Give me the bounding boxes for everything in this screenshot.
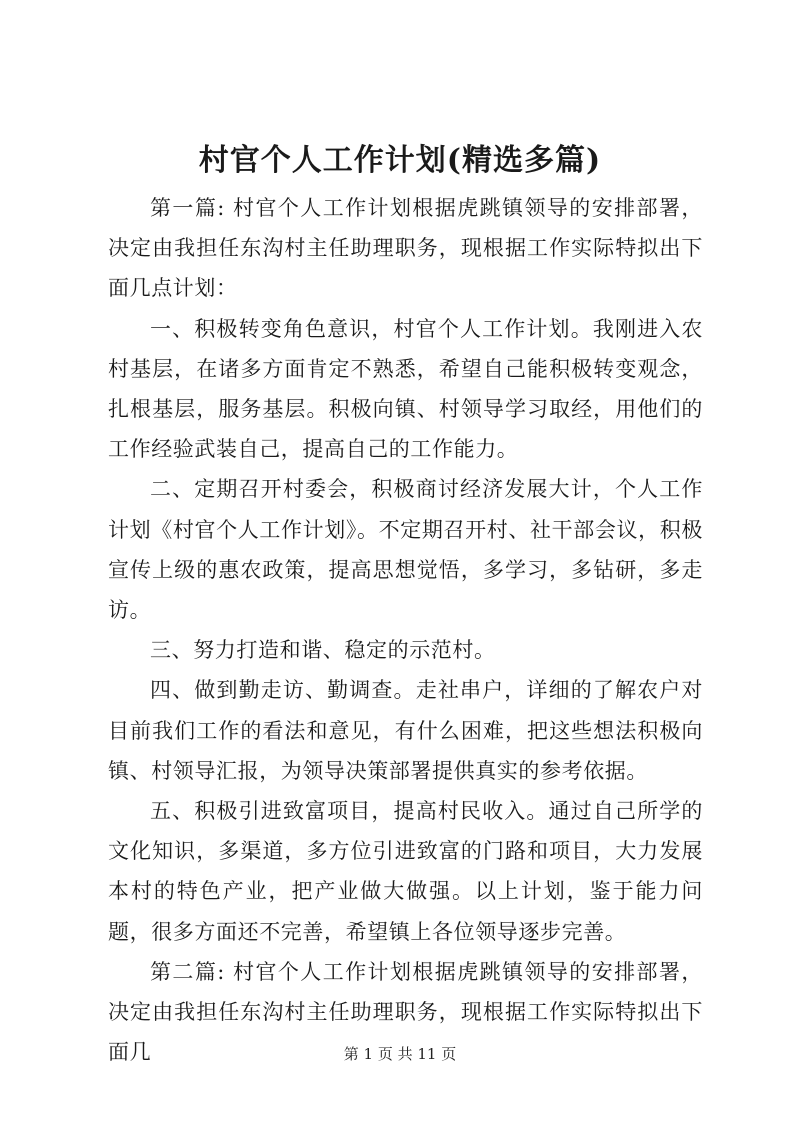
document-body: [108, 188, 703, 1072]
document-title: 村官个人工作计划(精选多篇): [198, 143, 602, 178]
paragraph: 一、积极转变角色意识，村官个人工作计划。我刚进入农村基层，在诸多方面肯定不熟悉，希望自己能积极转变观念，扎根基层，服务基层。积极向镇、村领导学习取经，用他们的工作经验武装自己，提高自己的工作能力。: [108, 316, 703, 462]
page-number-footer: 第 1 页 共 11 页: [343, 1045, 457, 1063]
paragraph: 第二篇: 村官个人工作计划根据虎跳镇领导的安排部署，决定由我担任东沟村主任助理职务，现根据工作实际特拟出下面几: [108, 959, 703, 1065]
paragraph: 三、努力打造和谐、稳定的示范村。: [150, 638, 496, 663]
paragraph: 五、积极引进致富项目，提高村民收入。通过自己所学的文化知识，多渠道，多方位引进致富的门路和项目，大力发展本村的特色产业，把产业做大做强。以上计划，鉴于能力问题，很多方面还不完善，希望镇上各位领导逐步完善。: [108, 799, 703, 944]
paragraph: 四、做到勤走访、勤调查。走社串户，详细的了解农户对目前我们工作的看法和意见，有什么困难，把这些想法积极向镇、村领导汇报，为领导决策部署提供真实的参考依据。: [108, 678, 703, 783]
paragraph: 第一篇: 村官个人工作计划根据虎跳镇领导的安排部署，决定由我担任东沟村主任助理职务，现根据工作实际特拟出下面几点计划：: [108, 196, 703, 301]
paragraph: 二、定期召开村委会，积极商讨经济发展大计，个人工作计划《村官个人工作计划》。不定期召开村、社干部会议，积极宣传上级的惠农政策，提高思想觉悟，多学习，多钻研，多走访。: [108, 477, 703, 623]
